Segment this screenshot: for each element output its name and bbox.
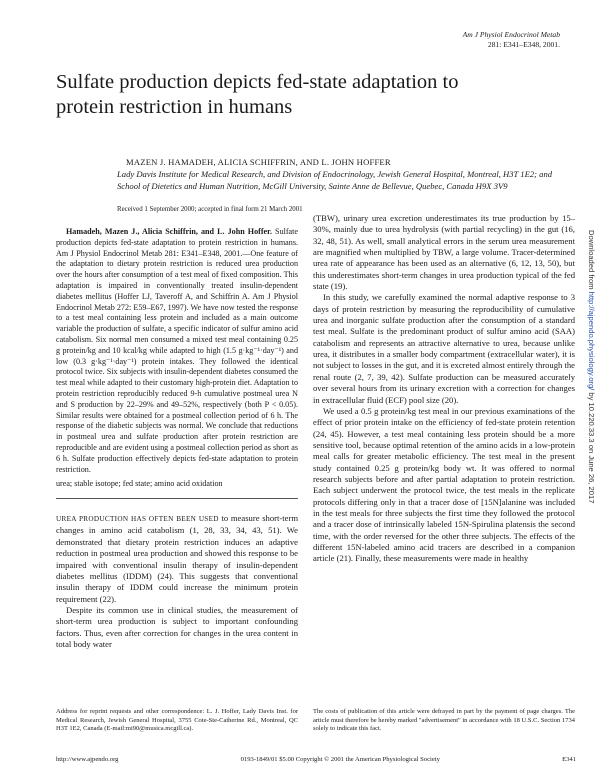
footer-copyright: 0193-1849/01 $5.00 Copyright © 2001 the American Physiological Society [240,756,440,763]
abstract-body [56,227,298,475]
affiliation: Lady Davis Institute for Medical Research, and Division of Endocrinology, Jewish General Hospital, Montreal, H3T 1E2; and School of Dietetics and Human Nutrition, McGill University, Sainte Anne de Bellevue, Quebec, Canada H9X 3V9 [117,169,553,191]
author-list: MAZEN J. HAMADEH, ALICIA SCHIFFRIN, AND L. JOHN HOFFER [126,157,391,167]
footer-page-number: E341 [562,756,576,763]
body-paragraph: In this study, we carefully examined the normal adaptive response to 3 days of protein restriction by measuring the reproducibility of cumulative urea and inorganic sulfate production after the consumption of a standard test meal. Sulfate is the predominant product of sulfur amino acid (SAA) catabolism and represents an attractive alternative to urea, because unlike urea, it distributes in a smaller body compartment (extracellular water), it is not subject to losses in the gut, and it is excreted almost entirely through the renal route (2, 7, 39, 42). Sulfate production can be measured accurately over several hours from its urinary excretion with a correction for changes in extracellular fluid (ECF) pool size (20). [313,292,575,405]
journal-name: Am J Physiol Endocrinol Metab [462,30,560,39]
banner-link[interactable]: http://ajpendo.physiology.org/ [587,291,596,391]
body-paragraph: We used a 0.5 g protein/kg test meal in our previous examinations of the effect of prior protein intake on the efficiency of fed-state protein retention (24, 45). However, a test meal containing less protein should be a more sensitive tool, because optimal retention of the amino acids in a low-protein meal calls for greater metabolic efficiency. The test meal in the present study contained 0.25 g protein/kg body wt. It was offered to normal research subjects before and after partial adaptation to protein restriction. Each subject underwent the protocol twice, the test meals in the replicate protocols differing only in that a tracer dose of [15N]alanine was included in the test meals for three subjects the first time they followed the protocol and a tracer dose of intrinsically labeled 15N-Spirulina platensis the second time, with the order reversed for the other three subjects. The effects of the different 15N-labeled amino acid tracers are described in a companion article (21). Finally, these measurements were made in healthy [313,405,575,564]
intro-paragraph-text: to measure short-term changes in amino acid catabolism (1, 28, 33, 34, 43, 51). We demonstrated that dietary protein restriction induces an adaptive reduction in postmeal urea production and showed this response to be impaired with conventional insulin therapy of insulin-dependent diabetes mellitus (IDDM) (24). This suggests that conventional insulin therapy of IDDM could increase the minimum protein requirement (22). [56,513,299,604]
intro-paragraph [56,513,298,605]
footer-url[interactable]: http://www.ajpendo.org [56,756,119,763]
section-divider [56,498,298,499]
intro-paragraph-text: Despite its common use in clinical studies, the measurement of short-term urea production is subject to important confounding factors. Thus, even after correction for changes in the urea content in total body water [56,604,298,649]
received-dates: Received 1 September 2000; accepted in final form 21 March 2001 [117,206,303,213]
keywords: urea; stable isotope; fed state; amino acid oxidation [56,479,223,489]
correspondence-footnote: Address for reprint requests and other correspondence: L. J. Hoffer, Lady Davis Inst. for Medical Research, Jewish General Hospital, 3755 Cote-Ste-Catherine Rd., Montreal, QC H3T 1E2, Canada (E-mail:mi90@musica.mcgill.ca). [56,708,298,733]
article-title: Sulfate production depicts fed-state adaptation to protein restriction in humans [56,71,459,118]
banner-suffix: by 10.220.33.3 on June 26, 2017 [587,390,596,504]
footnote-left [56,708,298,734]
journal-pages: 281: E341–E348, 2001. [487,40,560,49]
abstract-lead: Hamadeh, Mazen J., Alicia Schiffrin, and L. John Hoffer. [66,227,272,236]
left-column [56,227,298,650]
page-footer [56,756,576,763]
body-paragraph: (TBW), urinary urea excretion underestimates its true production by 15–30%, mainly due to urea hydrolysis (with partial recycling) in the gut (16, 32, 48, 51). As well, small analytical errors in the serum urea measurement are magnified when multiplied by TBW, a large volume. Tracer-determined urea rate of appearance has been used as an alternative (6, 12, 13, 50), but this underestimates short-term changes in urea production typical of the fed state (19). [313,213,575,292]
intro-smallcaps-lead: UREA PRODUCTION HAS OFTEN BEEN USED [56,515,219,524]
introduction-left [56,513,298,650]
banner-prefix: Downloaded from [587,230,596,292]
footnote-right [313,708,575,734]
page-charge-footnote: The costs of publication of this article were defrayed in part by the payment of page charges. The article must therefore be hereby marked "advertisement" in accordance with 18 U.S.C. Section 1734 solely to indicate this fact. [313,708,575,733]
abstract-text: Sulfate production depicts fed-state adaptation to protein restriction in humans. Am J Physiol Endocrinol Metab 281: E341–E348, 2001.—One feature of the adaptation to dietary protein restriction is reduced urea production over the hours after consumption of a test meal of fixed composition. This adaptation is impaired in conventionally treated insulin-dependent diabetes mellitus (Hoffer LJ, Taveroff A, and Schiffrin A. Am J Physiol Endocrinol Metab 272: E59–E67, 1997). We have now tested the response to a test meal containing less protein and included as a main outcome variable the production of sulfate, a specific indicator of sulfur amino acid catabolism. Six normal men consumed a mixed test meal containing 0.25 g protein/kg and 10 kcal/kg while adapted to high (1.5 g·kg⁻¹·day⁻¹) and low (0.3 g·kg⁻¹·day⁻¹) protein intakes. They followed the identical protocol twice. Six subjects with insulin-dependent diabetes consumed the test meal while adapted to their customary high-protein diet. Adaptation to protein restriction reproducibly reduced 9-h cumulative postmeal urea N and S production by 22–29% and 49–52%, respectively (both P < 0.05). Similar results were obtained for a postmeal collection period of 6 h. The response of the diabetic subjects was normal. We conclude that reductions in postmeal urea and sulfate production after protein restriction are reproducible and are evident using a postmeal collection period as short as 6 h. Sulfate production effectively depicts fed-state adaptation to protein restriction. [56,227,298,474]
download-banner [584,230,596,560]
abstract [56,227,298,490]
intro-paragraph [56,605,298,650]
right-column [313,213,575,565]
journal-header [260,30,560,50]
